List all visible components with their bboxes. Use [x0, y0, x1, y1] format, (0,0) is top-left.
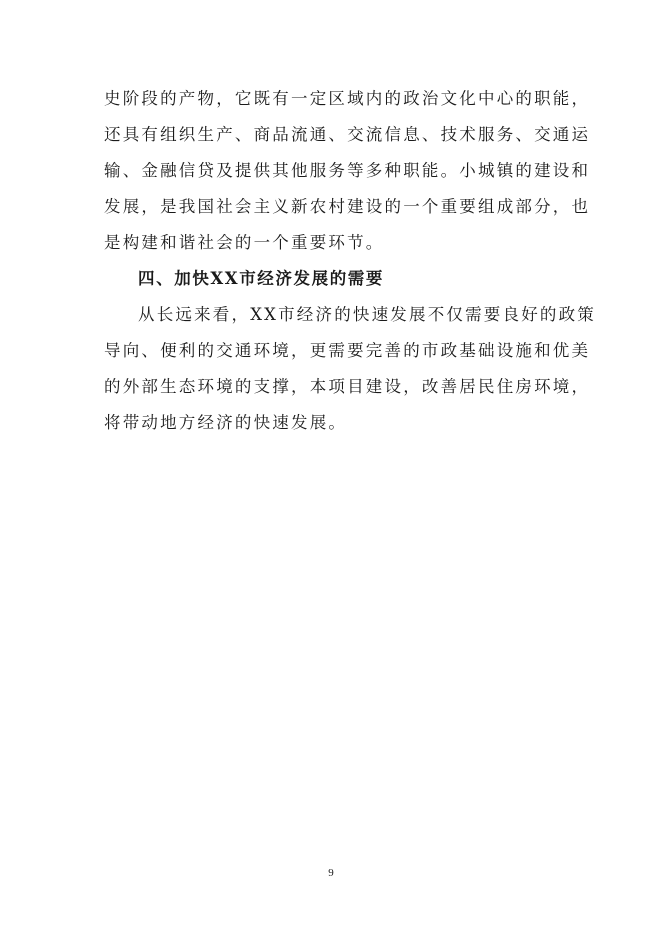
paragraph-line: 还具有组织生产、商品流通、交流信息、技术服务、交通运: [104, 125, 591, 144]
paragraph-line: 从长远来看，XX市经济的快速发展不仅需要良好的政策: [138, 305, 596, 324]
paragraph-line: 输、金融信贷及提供其他服务等多种职能。小城镇的建设和: [104, 161, 591, 180]
paragraph-line: 导向、便利的交通环境，更需要完善的市政基础设施和优美: [104, 341, 591, 360]
paragraph-line: 发展，是我国社会主义新农村建设的一个重要组成部分，也: [104, 197, 591, 216]
paragraph-line: 的外部生态环境的支撑，本项目建设，改善居民住房环境，: [104, 377, 591, 396]
section-heading: 四、加快XX市经济发展的需要: [138, 269, 385, 288]
paragraph-line: 将带动地方经济的快速发展。: [104, 413, 348, 432]
paragraph-line: 史阶段的产物，它既有一定区域内的政治文化中心的职能，: [104, 89, 591, 108]
page-number: 9: [328, 867, 334, 879]
page-body: [104, 81, 596, 441]
paragraph-line: 是构建和谐社会的一个重要环节。: [104, 233, 385, 252]
